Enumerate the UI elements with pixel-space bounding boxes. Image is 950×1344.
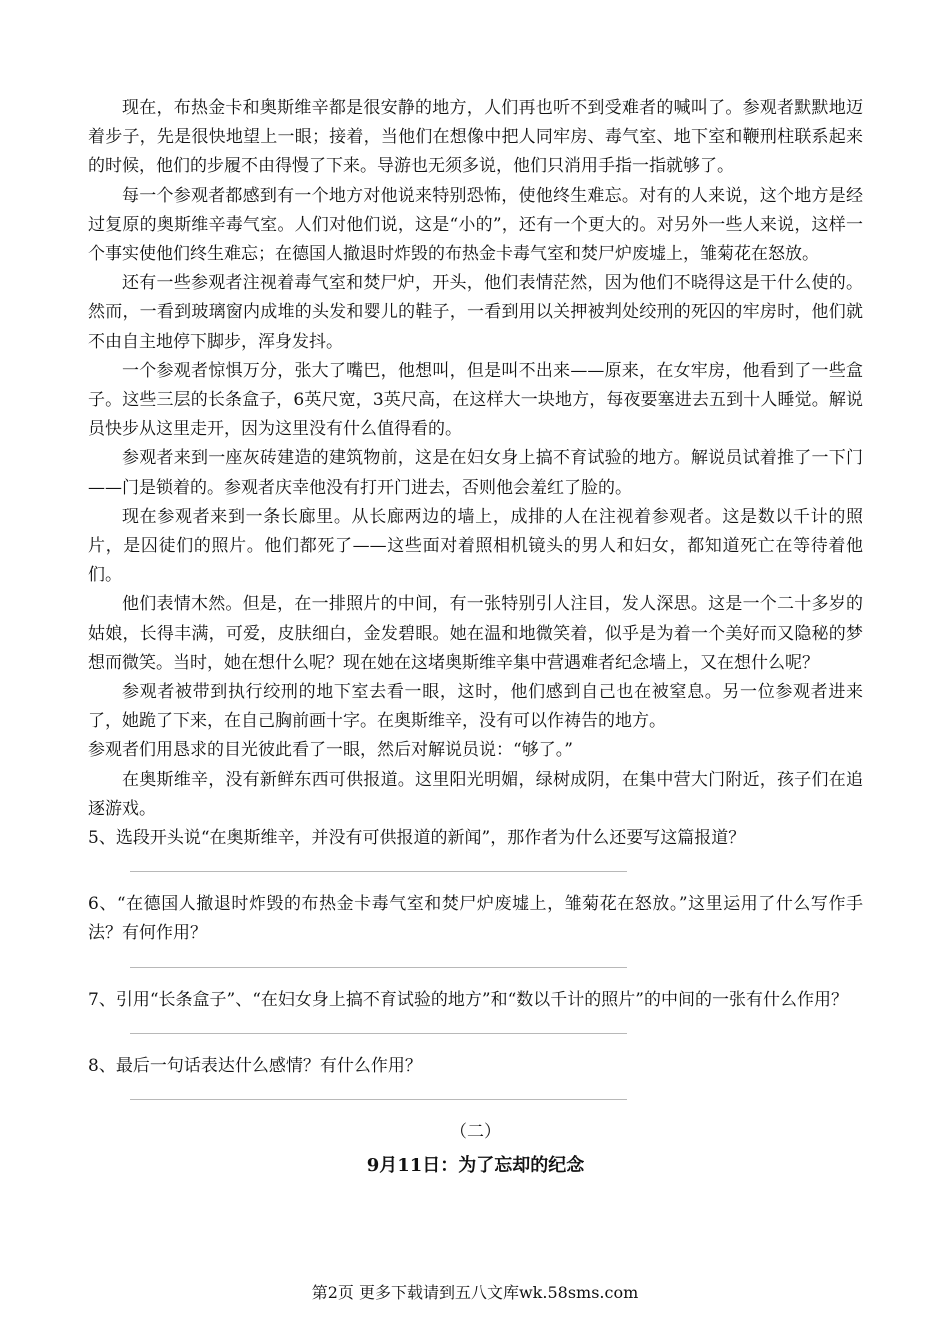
question-6: 6、“在德国人撤退时炸毁的布热金卡毒气室和焚尸炉废墟上，雏菊花在怒放。”这里运用了什么写作手法？有何作用？ xyxy=(88,894,863,944)
paragraph: 参观者们用恳求的目光彼此看了一眼，然后对解说员说：“够了。” xyxy=(88,740,573,761)
question-7: 7、引用“长条盒子”、“在妇女身上搞不育试验的地方”和“数以千计的照片”的中间的一张有什么作用？ xyxy=(88,989,848,1010)
answer-line[interactable] xyxy=(130,1033,627,1034)
page-footer: 第2页 更多下载请到五八文库wk.58sms.com xyxy=(311,1283,639,1302)
answer-line[interactable] xyxy=(130,871,627,872)
paragraph: 在奥斯维辛，没有新鲜东西可供报道。这里阳光明媚，绿树成阴，在集中营大门附近，孩子们在追逐游戏。 xyxy=(88,769,863,819)
paragraph: 现在，布热金卡和奥斯维辛都是很安静的地方，人们再也听不到受难者的喊叫了。参观者默默地迈着步子，先是很快地望上一眼；接着，当他们在想像中把人同牢房、毒气室、地下室和鞭刑柱联系起来的时候，他们的步履不由得慢了下来。导游也无须多说，他们只消用手指一指就够了。 xyxy=(88,98,863,177)
paragraph: 参观者被带到执行绞刑的地下室去看一眼，这时，他们感到自己也在被窒息。另一位参观者进来了，她跪了下来，在自己胸前画十字。在奥斯维辛，没有可以作祷告的地方。 xyxy=(88,682,863,732)
answer-line[interactable] xyxy=(130,1099,627,1100)
answer-line[interactable] xyxy=(130,967,627,968)
question-8: 8、最后一句话表达什么感情？有什么作用？ xyxy=(88,1055,422,1076)
paragraph: 还有一些参观者注视着毒气室和焚尸炉，开头，他们表情茫然，因为他们不晓得这是干什么使的。然而，一看到玻璃窗内成堆的头发和婴儿的鞋子，一看到用以关押被判处绞刑的死囚的牢房时，他们就不由自主地停下脚步，浑身发抖。 xyxy=(88,273,863,352)
paragraph: 他们表情木然。但是，在一排照片的中间，有一张特别引人注目，发人深思。这是一个二十多岁的姑娘，长得丰满，可爱，皮肤细白，金发碧眼。她在温和地微笑着，似乎是为着一个美好而又隐秘的梦想而微笑。当时，她在想什么呢？现在她在这堵奥斯维辛集中营遇难者纪念墙上，又在想什么呢？ xyxy=(88,594,863,673)
article-body xyxy=(88,94,863,1181)
section-title: 9月11日：为了忘却的纪念 xyxy=(366,1155,585,1177)
question-5: 5、选段开头说“在奥斯维辛，并没有可供报道的新闻”，那作者为什么还要写这篇报道？ xyxy=(88,828,746,849)
section-label: （二） xyxy=(450,1122,501,1143)
paragraph: 参观者来到一座灰砖建造的建筑物前，这是在妇女身上搞不育试验的地方。解说员试着推了一下门——门是锁着的。参观者庆幸他没有打开门进去，否则他会羞红了脸的。 xyxy=(88,448,863,498)
paragraph: 现在参观者来到一条长廊里。从长廊两边的墙上，成排的人在注视着参观者。这是数以千计的照片，是囚徒们的照片。他们都死了——这些面对着照相机镜头的男人和妇女，都知道死亡在等待着他们。 xyxy=(88,506,863,586)
paragraph: 一个参观者惊惧万分，张大了嘴巴，他想叫，但是叫不出来——原来，在女牢房，他看到了一些盒子。这些三层的长条盒子，6英尺宽，3英尺高，在这样大一块地方，每夜要塞进去五到十人睡觉。解说员快步从这里走开，因为这里没有什么值得看的。 xyxy=(88,360,863,440)
paragraph: 每一个参观者都感到有一个地方对他说来特别恐怖，使他终生难忘。对有的人来说，这个地方是经过复原的奥斯维辛毒气室。人们对他们说，这是“小的”，还有一个更大的。对另外一些人来说，这样一个事实使他们终生难忘；在德国人撤退时炸毁的布热金卡毒气室和焚尸炉废墟上，雏菊花在怒放。 xyxy=(88,185,863,265)
